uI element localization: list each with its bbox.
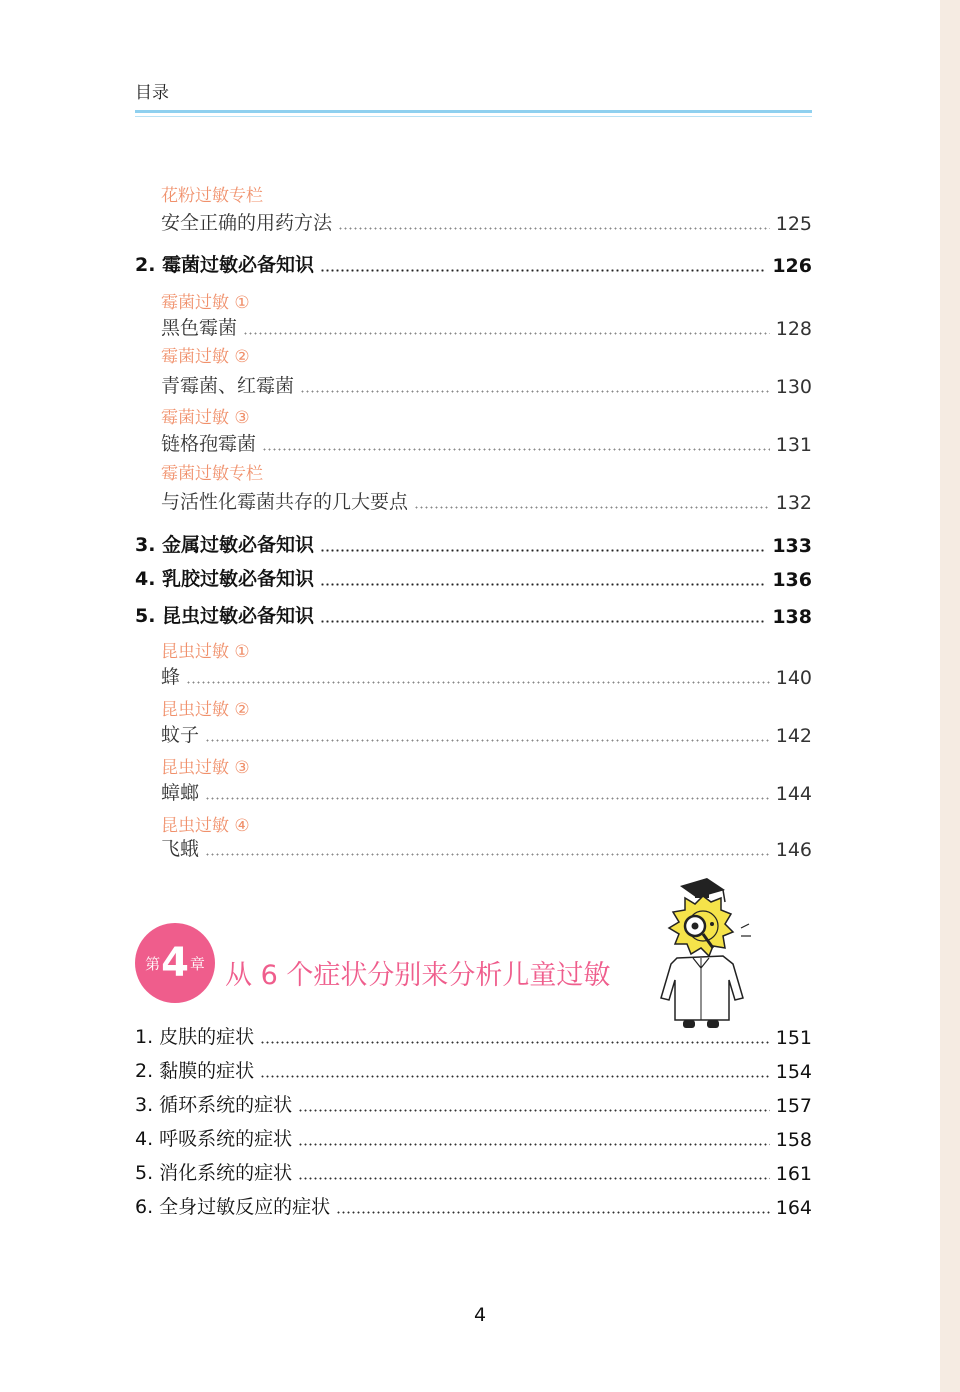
toc-entry[interactable] xyxy=(161,834,812,861)
toc-entry[interactable] xyxy=(161,778,812,805)
toc-entry-title: 5. 消化系统的症状 xyxy=(135,1162,293,1184)
toc-entry[interactable] xyxy=(161,487,812,514)
page-header-title: 目录 xyxy=(135,83,169,103)
toc-entry[interactable] xyxy=(161,208,812,235)
toc-section-page: 138 xyxy=(772,606,812,628)
chapter-badge-suffix: 章 xyxy=(189,954,205,973)
toc-entry[interactable] xyxy=(161,313,812,340)
toc-section-title: 4. 乳胶过敏必备知识 xyxy=(135,568,315,590)
dot-leader xyxy=(320,534,766,553)
toc-entry[interactable] xyxy=(135,1022,812,1049)
category-label: 花粉过敏专栏 xyxy=(161,186,263,206)
chapter-badge-prefix: 第 xyxy=(145,954,161,973)
dot-leader xyxy=(298,1128,770,1147)
toc-entry-title: 蜂 xyxy=(161,666,181,688)
dot-leader xyxy=(260,1060,770,1079)
category-label: 霉菌过敏 ② xyxy=(161,347,250,367)
toc-entry-page: 154 xyxy=(775,1061,812,1083)
dot-leader xyxy=(336,1196,770,1215)
toc-entry-title: 1. 皮肤的症状 xyxy=(135,1026,255,1048)
toc-entry-page: 142 xyxy=(775,725,812,747)
page-number: 4 xyxy=(473,1304,487,1326)
toc-section-title: 3. 金属过敏必备知识 xyxy=(135,534,315,556)
dot-leader xyxy=(320,568,766,587)
dot-leader xyxy=(298,1094,770,1113)
toc-entry-title: 飞蛾 xyxy=(161,838,200,860)
toc-entry-page: 151 xyxy=(775,1027,812,1049)
dot-leader xyxy=(338,212,770,231)
toc-entry[interactable] xyxy=(135,1192,812,1219)
toc-entry[interactable] xyxy=(161,662,812,689)
toc-entry-title: 6. 全身过敏反应的症状 xyxy=(135,1196,331,1218)
category-label: 昆虫过敏 ① xyxy=(161,642,250,662)
toc-entry-title: 青霉菌、红霉菌 xyxy=(161,375,295,397)
toc-entry-title: 4. 呼吸系统的症状 xyxy=(135,1128,293,1150)
toc-entry-page: 125 xyxy=(775,213,812,235)
toc-entry-page: 128 xyxy=(775,318,812,340)
toc-section-heading[interactable] xyxy=(135,250,812,277)
toc-entry[interactable] xyxy=(161,720,812,747)
toc-entry-page: 164 xyxy=(775,1197,812,1219)
dot-leader xyxy=(260,1026,770,1045)
dot-leader xyxy=(414,491,770,510)
toc-section-heading[interactable] xyxy=(135,530,812,557)
toc-section-title: 2. 霉菌过敏必备知识 xyxy=(135,254,315,276)
toc-section-title: 5. 昆虫过敏必备知识 xyxy=(135,605,315,627)
toc-entry-page: 144 xyxy=(775,783,812,805)
dot-leader xyxy=(186,666,770,685)
chapter-badge-number: 4 xyxy=(161,940,189,986)
toc-entry[interactable] xyxy=(161,371,812,398)
toc-entry[interactable] xyxy=(161,429,812,456)
dot-leader xyxy=(205,724,770,743)
category-label: 昆虫过敏 ④ xyxy=(161,816,250,836)
toc-entry[interactable] xyxy=(135,1090,812,1117)
toc-section-page: 126 xyxy=(772,255,812,277)
chapter-title: 从 6 个症状分别来分析儿童过敏 xyxy=(225,960,611,991)
toc-entry-page: 130 xyxy=(775,376,812,398)
toc-entry-page: 158 xyxy=(775,1129,812,1151)
category-label: 霉菌过敏 ③ xyxy=(161,408,250,428)
header-rule xyxy=(135,110,812,113)
category-label: 昆虫过敏 ② xyxy=(161,700,250,720)
lion-doctor-illustration xyxy=(625,868,765,1033)
toc-entry-page: 132 xyxy=(775,492,812,514)
toc-entry[interactable] xyxy=(135,1124,812,1151)
toc-section-heading[interactable] xyxy=(135,601,812,628)
category-label: 昆虫过敏 ③ xyxy=(161,758,250,778)
dot-leader xyxy=(320,254,766,273)
toc-entry-page: 140 xyxy=(775,667,812,689)
toc-entry-title: 3. 循环系统的症状 xyxy=(135,1094,293,1116)
dot-leader xyxy=(300,375,770,394)
dot-leader xyxy=(320,605,766,624)
toc-section-page: 136 xyxy=(772,569,812,591)
dot-leader xyxy=(205,782,770,801)
toc-entry[interactable] xyxy=(135,1056,812,1083)
toc-entry-page: 161 xyxy=(775,1163,812,1185)
toc-entry[interactable] xyxy=(135,1158,812,1185)
toc-entry-title: 蚊子 xyxy=(161,724,200,746)
toc-entry-page: 157 xyxy=(775,1095,812,1117)
dot-leader xyxy=(205,838,770,857)
toc-entry-title: 蟑螂 xyxy=(161,782,200,804)
dot-leader xyxy=(262,433,770,452)
toc-entry-title: 黑色霉菌 xyxy=(161,317,238,339)
page-edge xyxy=(940,0,960,1392)
toc-entry-page: 146 xyxy=(775,839,812,861)
dot-leader xyxy=(243,317,770,336)
toc-entry-title: 安全正确的用药方法 xyxy=(161,212,333,234)
toc-section-page: 133 xyxy=(772,535,812,557)
toc-entry-title: 2. 黏膜的症状 xyxy=(135,1060,255,1082)
chapter-badge xyxy=(135,923,215,1003)
category-label: 霉菌过敏专栏 xyxy=(161,464,263,484)
header-rule-thin xyxy=(135,116,812,117)
toc-entry-page: 131 xyxy=(775,434,812,456)
toc-entry-title: 链格孢霉菌 xyxy=(161,433,257,455)
toc-section-heading[interactable] xyxy=(135,564,812,591)
dot-leader xyxy=(298,1162,770,1181)
category-label: 霉菌过敏 ① xyxy=(161,293,250,313)
toc-entry-title: 与活性化霉菌共存的几大要点 xyxy=(161,491,409,513)
